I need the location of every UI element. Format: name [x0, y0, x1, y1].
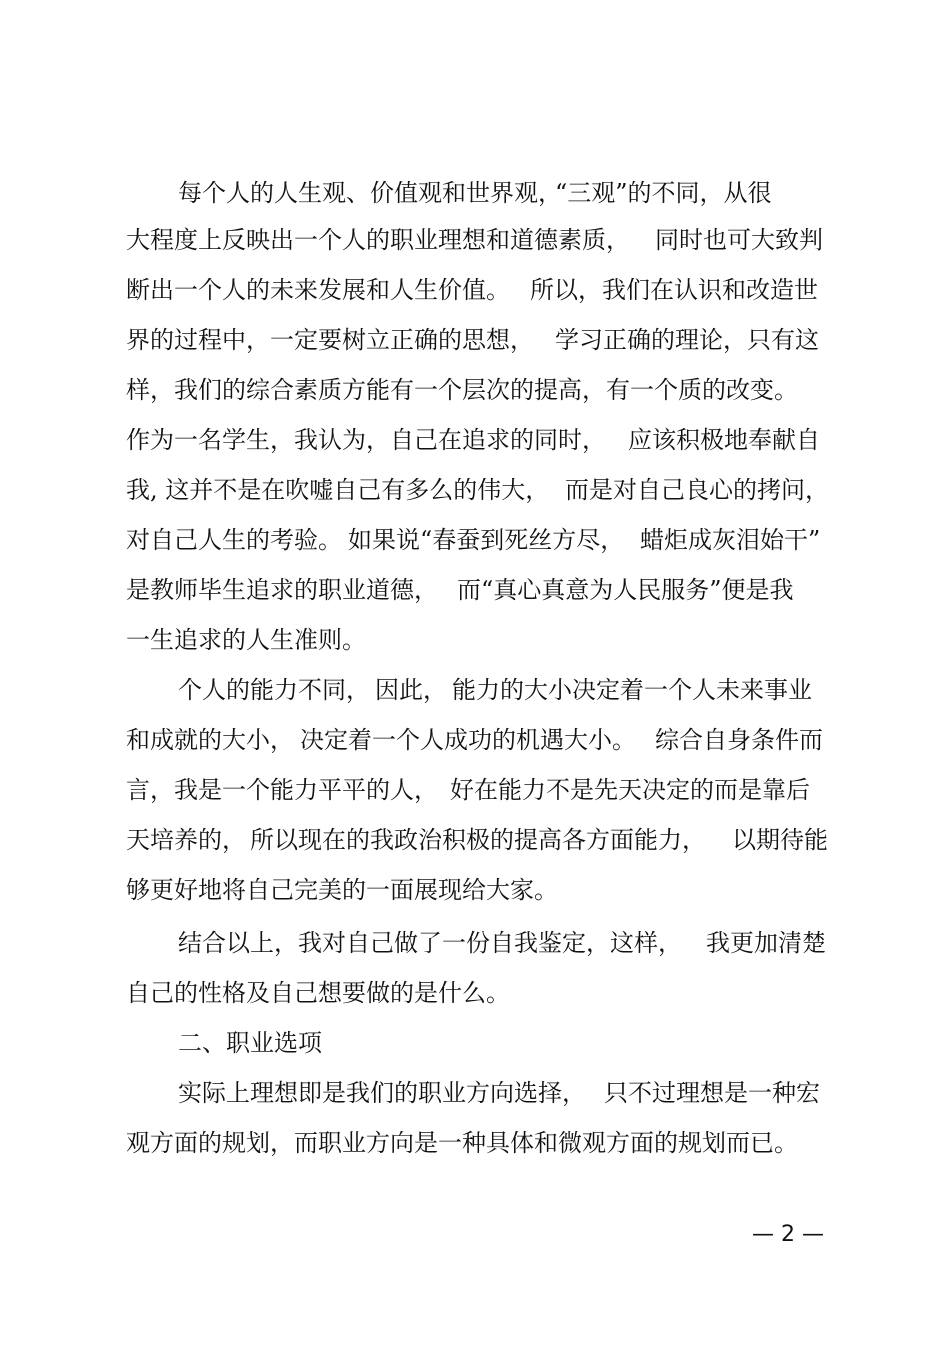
text-segment: 个人的能力不同， [178, 676, 370, 704]
text-segment: 结合以上，我对自己做了一份自我鉴定，这样， [178, 929, 682, 957]
text-segment: 天培养的， [126, 826, 246, 854]
text-segment: 够更好地将自己完美的一面展现给大家。 [126, 876, 558, 904]
text-segment: 言，我是一个能力平平的人， [126, 776, 438, 804]
text-segment: “三观”的不同，从很 [555, 179, 772, 207]
text-line [0, 625, 950, 655]
text-segment: 每个人的人生观、价值观和世界观， [178, 179, 562, 207]
text-segment: 蜡炬成灰泪始干” [640, 526, 821, 554]
text-line [0, 178, 950, 208]
text-segment: 断出一个人的未来发展和人生价值。 [126, 276, 510, 304]
text-segment: 能力的大小决定着一个人未来事业 [452, 676, 812, 704]
text-segment: 一生追求的人生准则。 [126, 626, 366, 654]
text-segment: 作为一名学生，我认为，自己在追求的同时， [126, 426, 606, 454]
text-segment: 如果说“春蚕到死丝方尽， [348, 526, 625, 554]
text-segment: 只不过理想是一种宏 [604, 1079, 820, 1107]
text-segment: 因此， [375, 676, 447, 704]
text-segment: 界的过程中，一定要树立正确的思想， [126, 326, 534, 354]
text-line [0, 325, 950, 355]
text-segment: 实际上理想即是我们的职业方向选择， [178, 1079, 586, 1107]
text-line [0, 825, 950, 855]
text-segment: 好在能力不是先天决定的而是靠后 [450, 776, 810, 804]
text-segment: 同时也可大致判 [655, 226, 823, 254]
text-segment: 学习正确的理论，只有这 [555, 326, 819, 354]
text-line [0, 575, 950, 605]
page-number: — 2 — [752, 1222, 824, 1247]
text-segment: 对自己人生的考验。 [126, 526, 342, 554]
text-segment: 是教师毕生追求的职业道德， [126, 576, 438, 604]
text-segment: 样，我们的综合素质方能有一个层次的提高，有一个质的改变。 [126, 376, 798, 404]
text-line [0, 675, 950, 705]
text-segment: 而“真心真意为人民服务”便是我 [457, 576, 794, 604]
text-line [0, 978, 950, 1008]
text-segment: 和成就的大小， [126, 726, 294, 754]
text-line [0, 725, 950, 755]
text-segment: 所以，我们在认识和改造世 [530, 276, 818, 304]
text-segment: 我更加清楚 [706, 929, 826, 957]
text-segment: 观方面的规划，而职业方向是一种具体和微观方面的规划而已。 [126, 1129, 798, 1157]
text-segment: 决定着一个人成功的机遇大小。 [300, 726, 636, 754]
text-line [0, 475, 950, 505]
text-segment: 而是对自己良心的拷问， [565, 476, 829, 504]
text-segment: 自己的性格及自己想要做的是什么。 [126, 979, 510, 1007]
text-segment: 以期待能 [732, 826, 828, 854]
text-line [0, 225, 950, 255]
text-line [0, 275, 950, 305]
text-line [0, 375, 950, 405]
text-line [0, 1078, 950, 1108]
text-segment: 所以现在的我政治积极的提高各方面能力， [250, 826, 706, 854]
text-line [0, 1028, 950, 1058]
text-segment: 综合自身条件而 [655, 726, 823, 754]
text-segment: 二、职业选项 [178, 1029, 322, 1057]
text-line [0, 775, 950, 805]
text-line [0, 875, 950, 905]
text-segment: 应该积极地奉献自 [628, 426, 820, 454]
text-line [0, 1128, 950, 1158]
text-line [0, 928, 950, 958]
text-line [0, 425, 950, 455]
text-segment: 我, 这并不是在吹嘘自己有多么的伟大， [126, 476, 550, 504]
text-line [0, 525, 950, 555]
text-segment: 大程度上反映出一个人的职业理想和道德素质， [126, 226, 630, 254]
